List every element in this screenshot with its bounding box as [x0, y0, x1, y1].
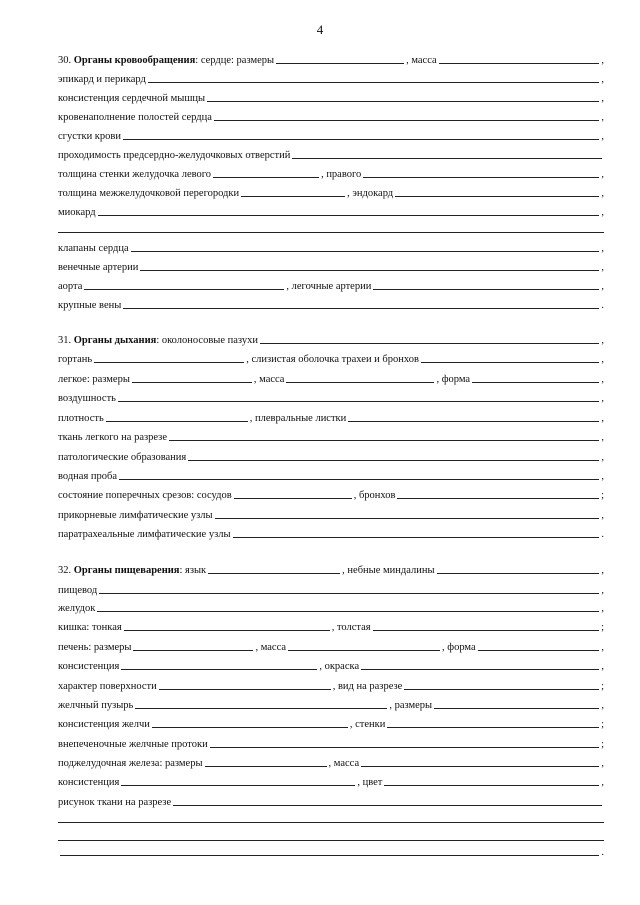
punct: ,	[601, 112, 604, 123]
circulatory-heart-size-row	[58, 52, 604, 66]
label: , стенки	[349, 719, 386, 730]
label: печень: размеры	[58, 642, 132, 653]
label: консистенция сердечной мышцы	[58, 93, 206, 104]
label: желудок	[58, 603, 96, 614]
label: патологические образования	[58, 452, 187, 463]
punct: ;	[601, 719, 604, 730]
row	[58, 507, 604, 521]
blank-line[interactable]	[58, 840, 604, 841]
section-31-heading: Органы дыхания	[73, 335, 157, 346]
av-openings-field[interactable]	[292, 158, 602, 159]
row	[58, 582, 604, 596]
label: желчный пузырь	[58, 700, 134, 711]
blank-line-last[interactable]	[60, 855, 599, 856]
label: аорта	[58, 281, 83, 292]
gallbladder-size-field[interactable]	[434, 708, 599, 709]
label: толщина стенки желудочка левого	[58, 169, 212, 180]
label: , эндокард	[347, 188, 394, 199]
label: , легочные артерии	[286, 281, 372, 292]
label: миокард	[58, 207, 96, 218]
large-veins-field[interactable]	[123, 308, 599, 309]
row	[58, 600, 604, 614]
punct: ,	[601, 393, 604, 404]
row	[58, 240, 604, 254]
label: , масса	[406, 55, 437, 66]
punct: ,	[601, 777, 604, 788]
label: паратрахеальные лимфатические узлы	[58, 529, 231, 540]
punct: ,	[601, 374, 604, 385]
row	[58, 716, 604, 730]
label: кровенаполнение полостей сердца	[58, 112, 212, 123]
row	[58, 658, 604, 672]
pancreas-consistency-field[interactable]	[121, 785, 355, 786]
pancreas-color-field[interactable]	[384, 785, 599, 786]
row	[58, 697, 604, 711]
punct: ,	[601, 281, 604, 292]
row	[58, 166, 604, 180]
punct: ,	[601, 642, 604, 653]
myocardium-field[interactable]	[98, 215, 600, 216]
pancreas-size-field[interactable]	[205, 766, 327, 767]
gallbladder-walls-field[interactable]	[387, 727, 599, 728]
label: рисунок ткани на разрезе	[58, 797, 172, 808]
liver-shape-field[interactable]	[478, 650, 600, 651]
row	[58, 410, 604, 424]
punct: ;	[601, 739, 604, 750]
label: сгустки крови	[58, 131, 121, 142]
pancreas-mass-field[interactable]	[361, 766, 599, 767]
row	[58, 204, 604, 218]
blank-line[interactable]	[58, 822, 604, 823]
bile-consistency-field[interactable]	[152, 727, 348, 728]
punct: .	[601, 300, 604, 311]
tonsils-field[interactable]	[437, 573, 600, 574]
label: , бронхов	[353, 490, 396, 501]
label: воздушность	[58, 393, 116, 404]
endocardium-field[interactable]	[395, 196, 599, 197]
label: , размеры	[389, 700, 433, 711]
punct: .	[601, 529, 604, 540]
right-ventricle-wall-field[interactable]	[363, 177, 599, 178]
liver-cut-view-field[interactable]	[404, 689, 599, 690]
label: , небные миндалины	[342, 565, 435, 576]
punct: ;	[601, 490, 604, 501]
row	[58, 128, 604, 142]
label: крупные вены	[58, 300, 122, 311]
label: кишка: тонкая	[58, 622, 122, 633]
row	[58, 449, 604, 463]
row	[58, 71, 604, 85]
row	[58, 390, 604, 404]
punct: ,	[601, 74, 604, 85]
epicardium-field[interactable]	[148, 82, 599, 83]
punct: ,	[601, 585, 604, 596]
punct: ,	[601, 93, 604, 104]
row	[58, 109, 604, 123]
page-number: 4	[316, 22, 324, 37]
label: гортань	[58, 354, 93, 365]
heart-size-field[interactable]	[276, 63, 404, 64]
punct: ;	[601, 622, 604, 633]
coronary-arteries-field[interactable]	[140, 270, 599, 271]
punct: ,	[601, 758, 604, 769]
label: прикорневые лимфатические узлы	[58, 510, 213, 521]
septum-thickness-field[interactable]	[241, 196, 345, 197]
liver-color-field[interactable]	[361, 669, 599, 670]
label: консистенция	[58, 777, 120, 788]
aorta-field[interactable]	[84, 289, 284, 290]
pleura-field[interactable]	[348, 421, 599, 422]
label: , вид на разрезе	[332, 681, 403, 692]
section-30-heading: Органы кровообращения	[73, 55, 196, 66]
punct: ,	[601, 335, 604, 346]
label: толщина межжелудочковой перегородки	[58, 188, 240, 199]
bile-ducts-field[interactable]	[210, 747, 599, 748]
label: состояние поперечных срезов: сосудов	[58, 490, 232, 501]
label: консистенция	[58, 661, 120, 672]
punct: ,	[601, 452, 604, 463]
label: плотность	[58, 413, 104, 424]
pulmonary-arteries-field[interactable]	[373, 289, 599, 290]
row	[58, 619, 604, 633]
lung-shape-field[interactable]	[472, 382, 599, 383]
tongue-field[interactable]	[208, 573, 340, 574]
label: , масса	[255, 642, 287, 653]
section-32-heading: Органы пищеварения	[73, 565, 180, 576]
label: , плевральные листки	[249, 413, 347, 424]
row	[58, 429, 604, 443]
density-field[interactable]	[106, 421, 248, 422]
row	[58, 147, 604, 161]
punct: ,	[601, 207, 604, 218]
larynx-field[interactable]	[94, 362, 244, 363]
row	[58, 526, 604, 540]
label: , масса	[253, 374, 285, 385]
row	[58, 736, 604, 750]
punct: ,	[601, 510, 604, 521]
liver-mass-field[interactable]	[288, 650, 440, 651]
myocardium-consistency-field[interactable]	[207, 101, 599, 102]
stomach-field[interactable]	[97, 611, 599, 612]
punct: ,	[601, 354, 604, 365]
lung-cut-surface-field[interactable]	[169, 440, 599, 441]
trachea-mucosa-field[interactable]	[421, 362, 599, 363]
row	[58, 487, 604, 501]
sinuses-field[interactable]	[260, 343, 599, 344]
gallbladder-field[interactable]	[135, 708, 387, 709]
label: водная проба	[58, 471, 118, 482]
label: эпикард и перикард	[58, 74, 146, 85]
section-30-number: 30.	[58, 55, 72, 66]
label: , правого	[321, 169, 362, 180]
hilar-nodes-field[interactable]	[215, 518, 600, 519]
label: : язык	[179, 565, 207, 576]
row	[58, 351, 604, 365]
surface-character-field[interactable]	[159, 689, 331, 690]
punct: ,	[601, 700, 604, 711]
label: , толстая	[331, 622, 371, 633]
label: консистенция желчи	[58, 719, 150, 730]
punct: ,	[601, 471, 604, 482]
section-32-number: 32.	[58, 565, 72, 576]
blank-line[interactable]	[58, 232, 604, 233]
label: : сердце: размеры	[195, 55, 275, 66]
label: , форма	[436, 374, 471, 385]
label: ткань легкого на разрезе	[58, 432, 167, 443]
punct: ,	[601, 413, 604, 424]
digestive-tongue-row	[58, 562, 604, 576]
respiratory-sinuses-row	[58, 332, 604, 346]
row	[58, 371, 604, 385]
pathologic-formations-field[interactable]	[188, 460, 599, 461]
water-test-field[interactable]	[119, 479, 599, 480]
row	[58, 639, 604, 653]
label: клапаны сердца	[58, 243, 129, 254]
punct: ,	[601, 131, 604, 142]
row	[58, 794, 604, 808]
small-intestine-field[interactable]	[124, 630, 330, 631]
row	[58, 185, 604, 199]
lung-mass-field[interactable]	[286, 382, 434, 383]
row	[58, 844, 604, 858]
label: , слизистая оболочка трахеи и бронхов	[246, 354, 419, 365]
punct: ,	[601, 243, 604, 254]
punct: ,	[601, 55, 604, 66]
punct: ,	[601, 603, 604, 614]
label: поджелудочная железа: размеры	[58, 758, 203, 769]
label: , цвет	[357, 777, 383, 788]
row	[58, 678, 604, 692]
large-intestine-field[interactable]	[373, 630, 599, 631]
pancreas-cut-pattern-field[interactable]	[173, 805, 602, 806]
liver-consistency-field[interactable]	[121, 669, 317, 670]
punct: ,	[601, 661, 604, 672]
left-ventricle-wall-field[interactable]	[213, 177, 319, 178]
label: венечные артерии	[58, 262, 139, 273]
punct: ,	[601, 432, 604, 443]
airiness-field[interactable]	[118, 401, 599, 402]
heart-mass-field[interactable]	[439, 63, 600, 64]
row	[58, 90, 604, 104]
label: характер поверхности	[58, 681, 157, 692]
row	[58, 278, 604, 292]
row	[58, 259, 604, 273]
punct: ;	[601, 681, 604, 692]
row	[58, 774, 604, 788]
label: внепеченочные желчные протоки	[58, 739, 208, 750]
bronchi-field[interactable]	[397, 498, 599, 499]
liver-size-field[interactable]	[133, 650, 253, 651]
punct: ,	[601, 169, 604, 180]
punct: .	[601, 847, 604, 858]
punct: ,	[601, 565, 604, 576]
heart-blood-filling-field[interactable]	[214, 120, 599, 121]
label: , форма	[442, 642, 476, 653]
lung-size-field[interactable]	[132, 382, 252, 383]
row	[58, 297, 604, 311]
label: : околоносовые пазухи	[156, 335, 258, 346]
label: пищевод	[58, 585, 98, 596]
row	[58, 468, 604, 482]
paratracheal-nodes-field[interactable]	[233, 537, 600, 538]
section-31-number: 31.	[58, 335, 72, 346]
punct: ,	[601, 262, 604, 273]
label: , масса	[328, 758, 360, 769]
punct: ,	[601, 188, 604, 199]
label: , окраска	[319, 661, 360, 672]
label: проходимость предсердно-желудочковых отверстий	[58, 150, 291, 161]
label: легкое: размеры	[58, 374, 130, 385]
row	[58, 755, 604, 769]
blood-clots-field[interactable]	[123, 139, 599, 140]
vessels-field[interactable]	[234, 498, 352, 499]
heart-valves-field[interactable]	[131, 251, 600, 252]
esophagus-field[interactable]	[99, 593, 599, 594]
